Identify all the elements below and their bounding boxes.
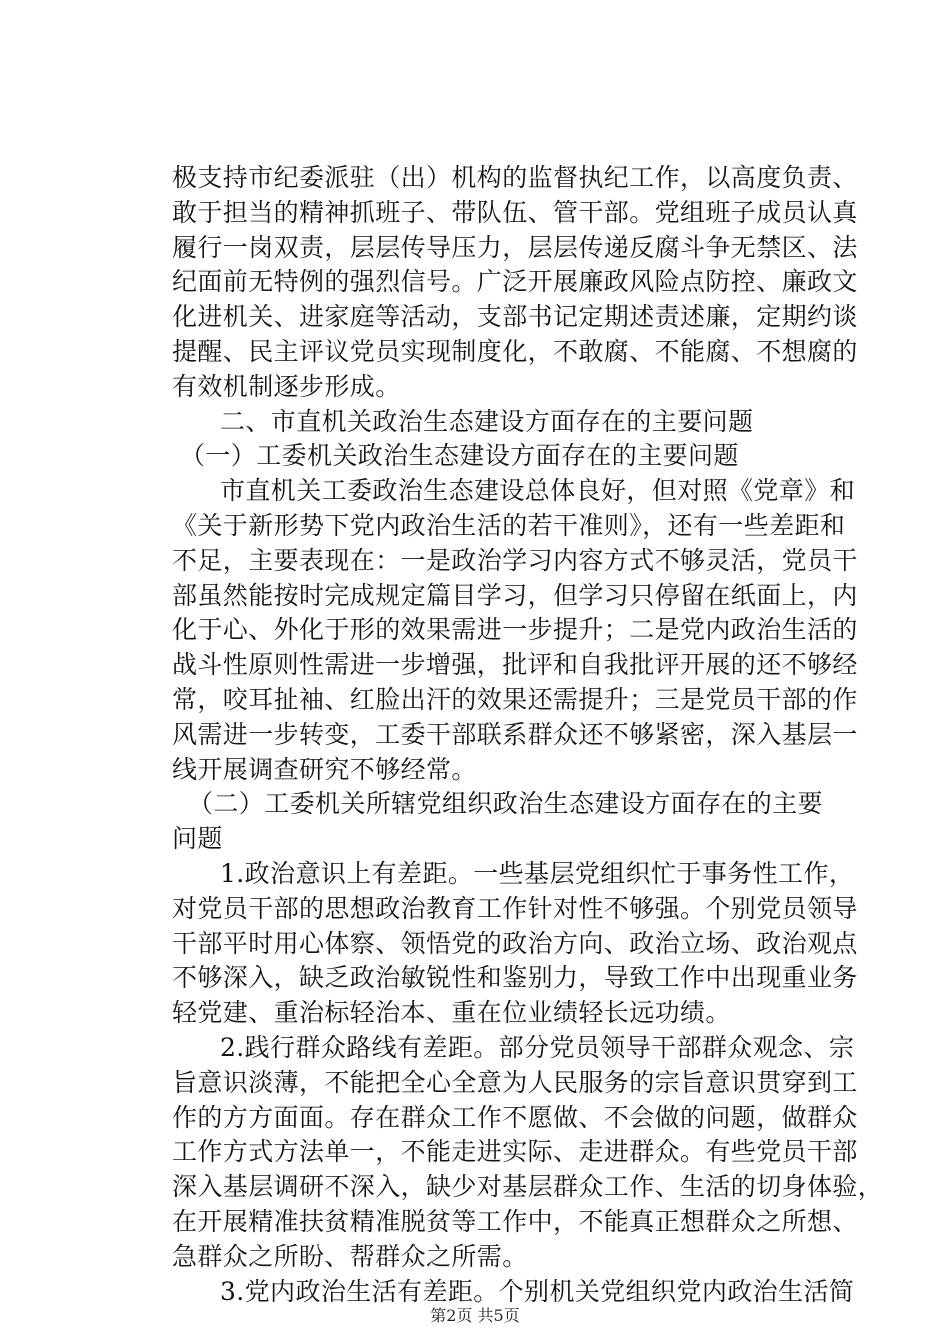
text-line: 履行一岗双责，层层传导压力，层层传递反腐斗争无禁区、法: [172, 232, 858, 262]
text-line: 化于心、外化于形的效果需进一步提升；二是党内政治生活的: [172, 615, 858, 645]
text-line: 工作方式方法单一，不能走进实际、走进群众。有些党员干部: [172, 1137, 858, 1167]
text-line: 有效机制逐步形成。: [172, 371, 401, 401]
text-line: 化进机关、进家庭等活动，支部书记定期述责述廉，定期约谈: [172, 302, 858, 332]
text-line: 线开展调查研究不够经常。: [172, 754, 477, 784]
text-line: 风需进一步转变，工委干部联系群众还不够紧密，深入基层一: [172, 719, 858, 749]
text-line: 1.政治意识上有差距。一些基层党组织忙于事务性工作，: [220, 859, 855, 888]
text-line: 部虽然能按时完成规定篇目学习，但学习只停留在纸面上，内: [172, 580, 858, 610]
text-line: 轻党建、重治标轻治本、重在位业绩轻长远功绩。: [172, 998, 731, 1028]
text-line: 深入基层调研不深入，缺少对基层群众工作、生活的切身体验，: [172, 1172, 884, 1202]
text-line: 市直机关工委政治生态建设总体良好，但对照《党章》和: [220, 476, 856, 506]
text-line: 在开展精准扶贫精准脱贫等工作中，不能真正想群众之所想、: [172, 1207, 858, 1236]
text-line: 干部平时用心体察、领悟党的政治方向、政治立场、政治观点: [172, 928, 858, 958]
text-line: 3.党内政治生活有差距。个别机关党组织党内政治生活简: [220, 1276, 855, 1306]
subsection-heading: （二）工委机关所辖党组织政治生态建设方面存在的主要: [188, 789, 824, 819]
text-line: 不够深入，缺乏政治敏锐性和鉴别力，导致工作中出现重业务: [172, 963, 858, 993]
text-line: 战斗性原则性需进一步增强，批评和自我批评开展的还不够经: [172, 650, 858, 680]
text-line: 提醒、民主评议党员实现制度化，不敢腐、不能腐、不想腐的: [172, 337, 858, 366]
text-line: 极支持市纪委派驻（出）机构的监督执纪工作，以高度负责、: [172, 163, 858, 192]
text-line: 急群众之所盼、帮群众之所需。: [172, 1241, 528, 1271]
text-line: 对党员干部的思想政治教育工作针对性不够强。个别党员领导: [172, 893, 858, 923]
text-line: 作的方方面面。存在群众工作不愿做、不会做的问题，做群众: [172, 1102, 858, 1132]
subsection-heading: （一）工委机关政治生态建设方面存在的主要问题: [180, 441, 739, 471]
page-footer: 第2页 共5页: [430, 1306, 520, 1325]
text-line: 旨意识淡薄，不能把全心全意为人民服务的宗旨意识贯穿到工: [172, 1067, 858, 1097]
text-line: 2.践行群众路线有差距。部分党员领导干部群众观念、宗: [220, 1033, 855, 1062]
text-line: 《关于新形势下党内政治生活的若干准则》，还有一些差距和: [172, 511, 846, 540]
text-line: 纪面前无特例的强烈信号。广泛开展廉政风险点防控、廉政文: [172, 267, 858, 297]
section-heading: 二、市直机关政治生态建设方面存在的主要问题: [220, 406, 754, 436]
text-line: 常，咬耳扯袖、红脸出汗的效果还需提升；三是党员干部的作: [172, 685, 858, 714]
text-line: 问题: [172, 824, 223, 854]
text-line: 不足，主要表现在：一是政治学习内容方式不够灵活，党员干: [172, 545, 858, 575]
text-line: 敢于担当的精神抓班子、带队伍、管干部。党组班子成员认真: [172, 197, 858, 227]
